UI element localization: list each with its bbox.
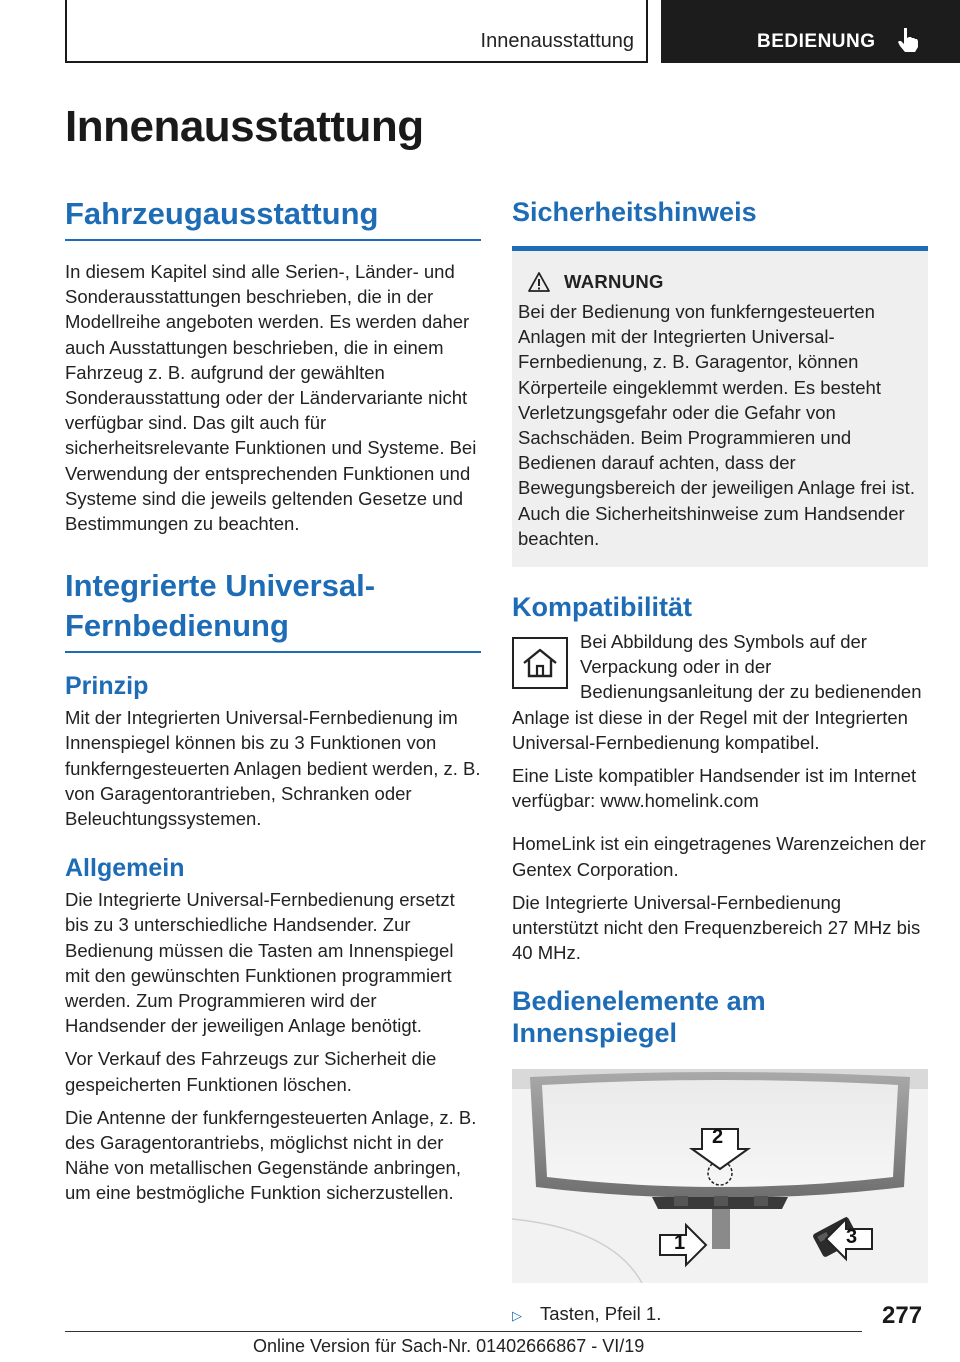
pointing-hand-icon [895,26,921,54]
left-column [65,194,481,1214]
warning-title: WARNUNG [564,271,664,292]
callout-1: 1 [674,1232,686,1255]
allgemein-heading: Allgemein [65,854,185,883]
warning-box [512,246,928,567]
kompat-paragraph-3: HomeLink ist ein eingetragenes Warenzeichen der Gentex Corporation. [512,833,926,880]
kompat-block [512,629,928,763]
header-chapter-tab [661,0,960,63]
header-section-label: Innenausstattung [480,30,634,52]
warning-text: Bei der Bedienung von funkferngesteuerten Anlagen mit der Integrierten Universal-Fernbedienung, z. B. Garagentor, können Körperteile eingeklemmt werden. Es besteht Verletzungsgefahr oder die Gefahr von Sachschäden. Beim Programmieren und Bedienen darauf achten, dass der Bewegungsbereich der jeweiligen Anlage frei ist. Auch die Sicherheitshinweise zum Handsender beachten. [518,301,915,549]
allgemein-paragraph-2: Vor Verkauf des Fahrzeugs zur Sicherheit die gespeicherten Funktionen löschen. [65,1048,437,1095]
warning-triangle-icon [528,272,550,292]
kompat-heading: Kompatibilität [512,592,692,623]
triangle-bullet-icon: ▷ [512,1308,522,1324]
kompat-paragraph-1: Bei Abbildung des Symbols auf der Verpackung oder in der Bedienungsanleitung der zu bedienenden Anlage ist diese in der Regel mit der Integrierten Universal-Fernbedienung kompatibel. [512,631,922,753]
footer-online-version: Online Version für Sach-Nr. 01402666867 - VI/19 [253,1336,645,1356]
bedien-heading: Bedienelemente am Innenspiegel [512,986,766,1049]
fahrzeug-text: In diesem Kapitel sind alle Serien-, Länder- und Sonderausstattungen beschrieben, die in der Modellreihe angeboten werden. Es werden daher auch Ausstattungen beschrieben, die in einem Fahrzeug z. B. aufgrund der gewählten Sonderausstattung oder der Ländervariante nicht verfügbar sind. Das gilt auch für sicherheitsrelevante Funktionen und Systeme. Bei Verwendung der entsprechenden Funktionen und Systeme sind die jeweils geltenden Gesetze und Bestimmungen zu beachten. [65,261,477,535]
list-item [512,1303,928,1325]
page-title: Innenausstattung [65,102,424,151]
sicherheit-heading: Sicherheitshinweis [512,197,757,227]
bullet-text: Tasten, Pfeil 1. [540,1303,662,1325]
header-section-tab [65,0,648,63]
homelink-house-icon [512,637,568,689]
kompat-paragraph-4: Die Integrierte Universal-Fernbedienung unterstützt nicht den Frequenzbereich 27 MHz bis 40 MHz. [512,891,921,964]
kompat-paragraph-2: Eine Liste kompatibler Handsender ist im Internet verfügbar: www.homelink.com [512,765,917,812]
header-chapter-label: BEDIENUNG [757,31,876,52]
iuf-heading: Integrierte Universal-Fernbedienung [65,568,376,644]
prinzip-heading: Prinzip [65,672,149,701]
right-column [512,192,928,1325]
allgemein-paragraph-1: Die Integrierte Universal-Fernbedienung ersetzt bis zu 3 unterschiedliche Handsender. Zur Bedienung müssen die Tasten am Innenspiegel mit den gewünschten Funktionen programmiert werden. Zum Programmieren wird der Handsender der jeweiligen Anlage benötigt. [65,889,455,1037]
allgemein-paragraph-3: Die Antenne der funkferngesteuerten Anlage, z. B. des Garagentorantriebs, möglichst nicht in der Nähe von metallischen Gegenstände anbringen, um eine bestmögliche Funktion sicherzustellen. [65,1106,477,1204]
fahrzeug-heading: Fahrzeugausstattung [65,196,379,231]
prinzip-text: Mit der Integrierten Universal-Fernbedienung im Innenspiegel können bis zu 3 Funktionen von funkferngesteuerten Anlagen bedient werden, z. B. von Garagentorantrieben, Schranken oder Beleuchtungssystemen. [65,707,481,830]
fahrzeug-heading-block [65,194,481,241]
callout-3: 3 [846,1226,858,1249]
mirror-illustration [512,1069,928,1283]
footer-divider [65,1331,862,1332]
page-number: 277 [882,1302,923,1329]
callout-2: 2 [712,1126,724,1149]
iuf-heading-block [65,566,481,653]
